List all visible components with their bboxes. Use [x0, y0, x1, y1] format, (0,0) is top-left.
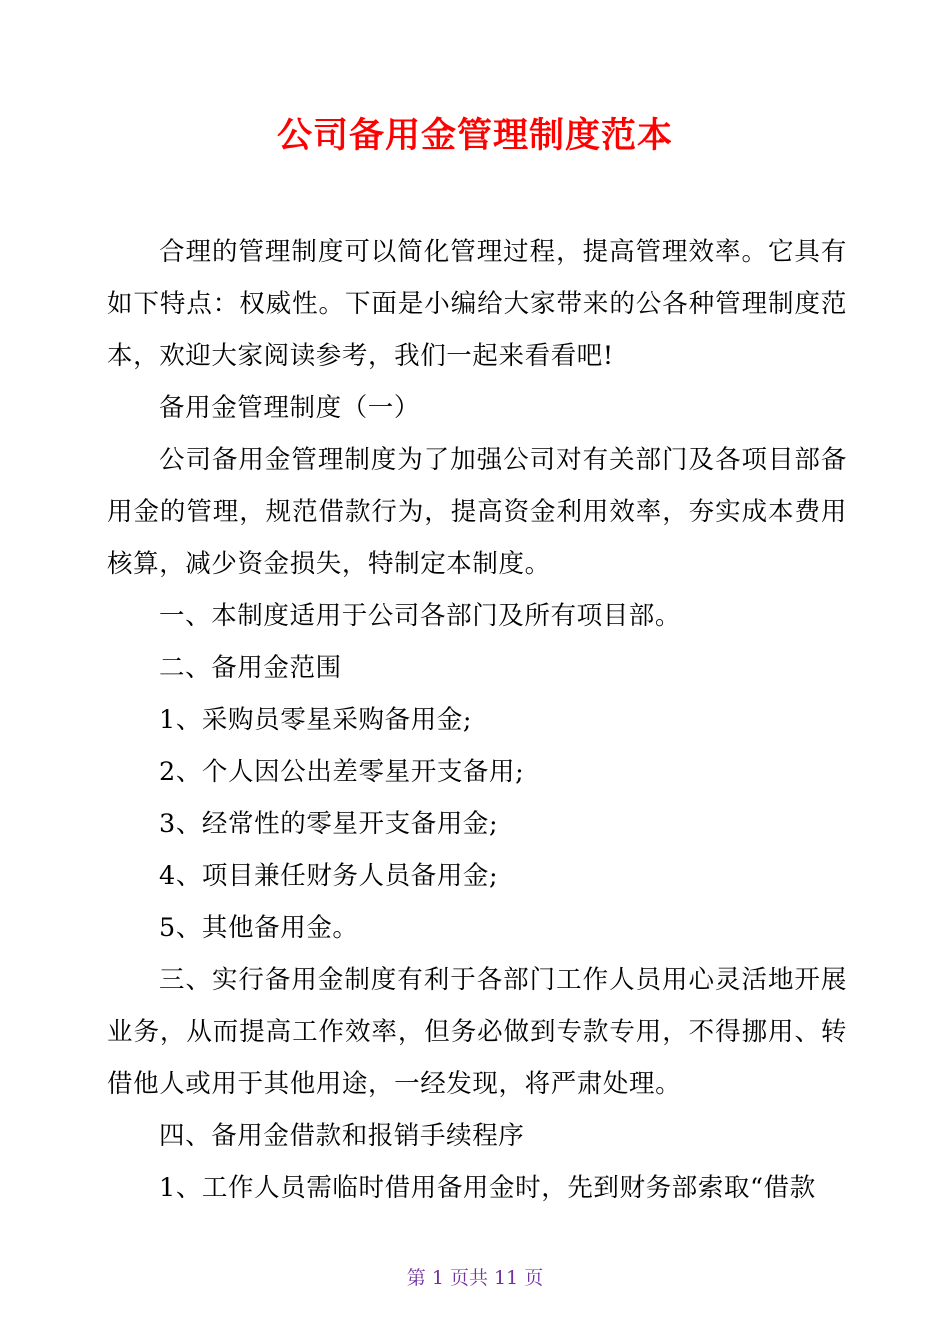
paragraph-item-4: 四、备用金借款和报销手续程序: [159, 1121, 525, 1151]
list-item: 2、个人因公出差零星开支备用;: [159, 757, 525, 787]
paragraph-item-3: 三、实行备用金制度有利于各部门工作人员用心灵活地开展业务，从而提高工作效率，但务必做到专款专用，不得挪用、转借他人或用于其他用途，一经发现，将严肃处理。: [107, 965, 847, 1099]
list-item: 4、项目兼任财务人员备用金;: [159, 861, 499, 891]
paragraph-intro: 合理的管理制度可以简化管理过程，提高管理效率。它具有如下特点：权威性。下面是小编给大家带来的公各种管理制度范本，欢迎大家阅读参考，我们一起来看看吧!: [107, 237, 847, 371]
paragraph-section-heading: 备用金管理制度（一）: [159, 393, 421, 423]
document-body: [107, 226, 847, 1214]
paragraph-item-1: 一、本制度适用于公司各部门及所有项目部。: [159, 601, 682, 631]
document-title: 公司备用金管理制度范本: [276, 116, 673, 156]
list-item: 3、经常性的零星开支备用金;: [159, 809, 499, 839]
paragraph-item-2: 二、备用金范围: [159, 653, 342, 683]
list-item: 5、其他备用金。: [159, 913, 359, 943]
paragraph-purpose: 公司备用金管理制度为了加强公司对有关部门及各项目部备用金的管理，规范借款行为，提高资金利用效率，夯实成本费用核算，减少资金损失，特制定本制度。: [107, 445, 847, 579]
page-footer: 第 1 页共 11 页: [406, 1267, 544, 1289]
paragraph-step-1: 1、工作人员需临时借用备用金时，先到财务部索取“借款: [159, 1173, 816, 1203]
list-item: 1、采购员零星采购备用金;: [159, 705, 473, 735]
